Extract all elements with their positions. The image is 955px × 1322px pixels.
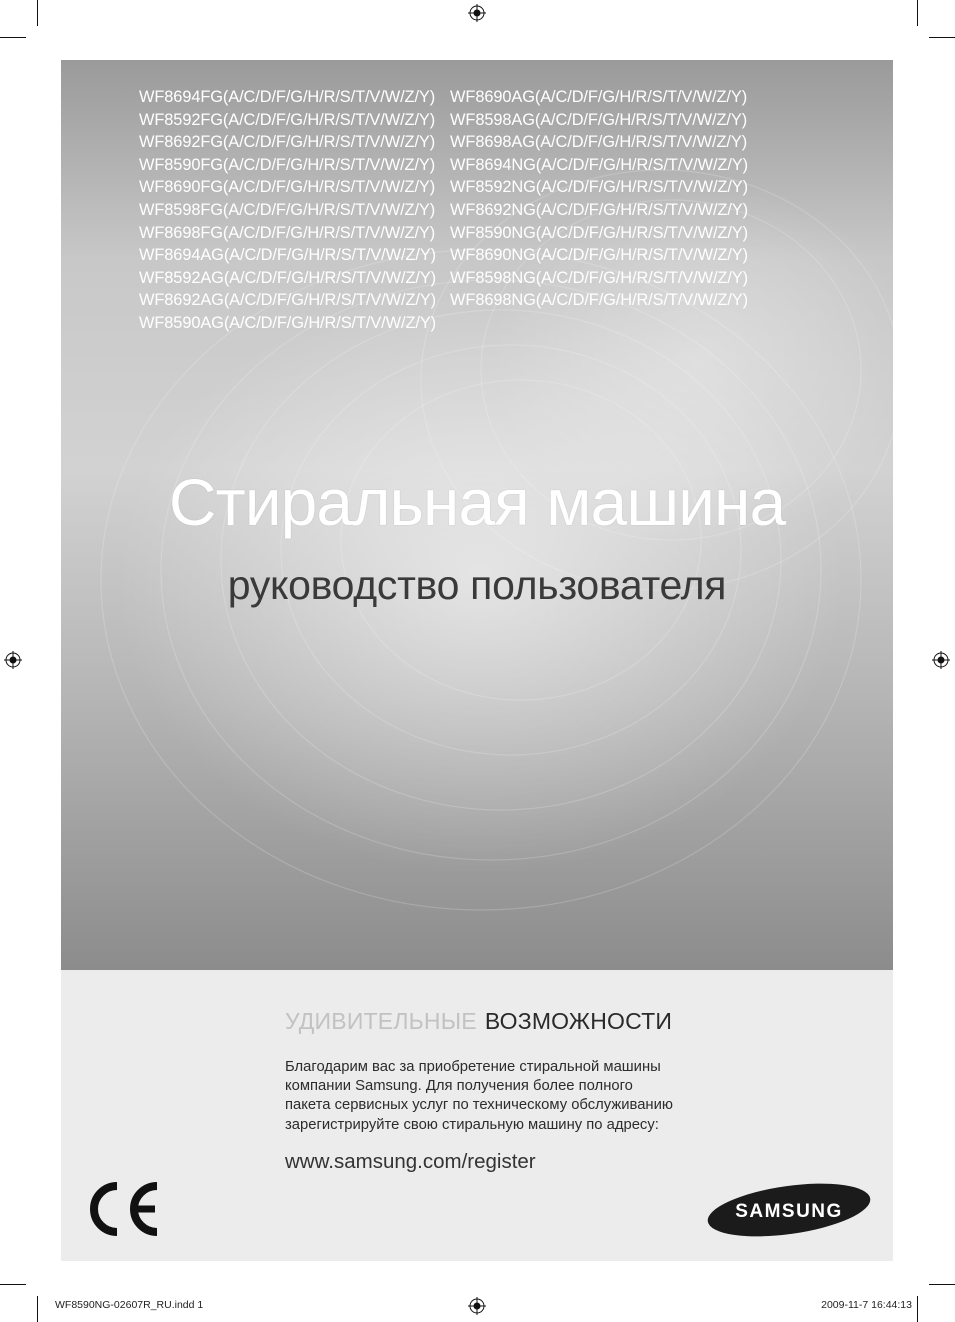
bottom-band <box>61 970 893 1261</box>
tagline <box>285 1008 672 1035</box>
samsung-logo-text: SAMSUNG <box>735 1201 843 1222</box>
registration-mark-icon <box>932 651 950 669</box>
model-number: WF8692NG(A/C/D/F/G/H/R/S/T/V/W/Z/Y) <box>450 200 748 219</box>
model-number: WF8698NG(A/C/D/F/G/H/R/S/T/V/W/Z/Y) <box>450 291 748 310</box>
model-number: WF8692FG(A/C/D/F/G/H/R/S/T/V/W/Z/Y) <box>139 133 436 152</box>
model-number: WF8698FG(A/C/D/F/G/H/R/S/T/V/W/Z/Y) <box>139 223 436 242</box>
model-number: WF8690FG(A/C/D/F/G/H/R/S/T/V/W/Z/Y) <box>139 178 436 197</box>
model-number: WF8590NG(A/C/D/F/G/H/R/S/T/V/W/Z/Y) <box>450 223 748 242</box>
model-number: WF8694FG(A/C/D/F/G/H/R/S/T/V/W/Z/Y) <box>139 88 436 106</box>
cover-hero <box>61 60 893 970</box>
crop-mark <box>37 0 38 26</box>
model-list-left <box>139 86 436 335</box>
model-number: WF8590AG(A/C/D/F/G/H/R/S/T/V/W/Z/Y) <box>139 313 437 332</box>
ce-mark-icon <box>83 1180 163 1238</box>
crop-mark <box>37 1296 38 1322</box>
thanks-paragraph <box>285 1058 705 1135</box>
crop-mark <box>929 1284 955 1285</box>
model-number: WF8690AG(A/C/D/F/G/H/R/S/T/V/W/Z/Y) <box>450 88 748 106</box>
model-list <box>139 86 748 335</box>
thanks-line: Благодарим вас за приобретение стиральной машины <box>285 1059 661 1075</box>
model-number: WF8694NG(A/C/D/F/G/H/R/S/T/V/W/Z/Y) <box>450 155 748 174</box>
tagline-dark: ВОЗМОЖНОСТИ <box>484 1008 673 1034</box>
register-url[interactable]: www.samsung.com/register <box>285 1150 536 1173</box>
page-subtitle: руководство пользователя <box>227 562 727 608</box>
thanks-line: компании Samsung. Для получения более полного <box>285 1078 633 1095</box>
footer-timestamp: 2009-11-7 16:44:13 <box>821 1299 912 1311</box>
model-number: WF8690NG(A/C/D/F/G/H/R/S/T/V/W/Z/Y) <box>450 246 748 265</box>
thanks-line: зарегистрируйте свою стиральную машину по адресу: <box>285 1116 659 1133</box>
registration-mark-icon <box>468 1297 486 1315</box>
model-number: WF8598FG(A/C/D/F/G/H/R/S/T/V/W/Z/Y) <box>139 200 436 219</box>
model-number: WF8592FG(A/C/D/F/G/H/R/S/T/V/W/Z/Y) <box>139 110 436 129</box>
crop-mark <box>0 1284 26 1285</box>
model-number: WF8692AG(A/C/D/F/G/H/R/S/T/V/W/Z/Y) <box>139 291 437 310</box>
samsung-logo <box>705 1182 873 1238</box>
model-number: WF8698AG(A/C/D/F/G/H/R/S/T/V/W/Z/Y) <box>450 133 748 152</box>
model-number: WF8694AG(A/C/D/F/G/H/R/S/T/V/W/Z/Y) <box>139 246 437 265</box>
registration-mark-icon <box>468 4 486 22</box>
page-title: Стиральная машина <box>168 465 786 539</box>
model-number: WF8592AG(A/C/D/F/G/H/R/S/T/V/W/Z/Y) <box>139 268 437 287</box>
model-list-right <box>450 86 748 335</box>
crop-mark <box>929 37 955 38</box>
model-number: WF8598AG(A/C/D/F/G/H/R/S/T/V/W/Z/Y) <box>450 110 748 129</box>
crop-mark <box>917 0 918 26</box>
tagline-light: УДИВИТЕЛЬНЫЕ <box>285 1008 477 1034</box>
thanks-line: пакета сервисных услуг по техническому обслуживанию <box>285 1097 673 1114</box>
footer-file: WF8590NG-02607R_RU.indd 1 <box>55 1299 204 1311</box>
model-number: WF8598NG(A/C/D/F/G/H/R/S/T/V/W/Z/Y) <box>450 268 748 287</box>
crop-mark <box>0 37 26 38</box>
model-number: WF8592NG(A/C/D/F/G/H/R/S/T/V/W/Z/Y) <box>450 178 748 197</box>
model-number: WF8590FG(A/C/D/F/G/H/R/S/T/V/W/Z/Y) <box>139 155 436 174</box>
registration-mark-icon <box>4 651 22 669</box>
crop-mark <box>917 1296 918 1322</box>
